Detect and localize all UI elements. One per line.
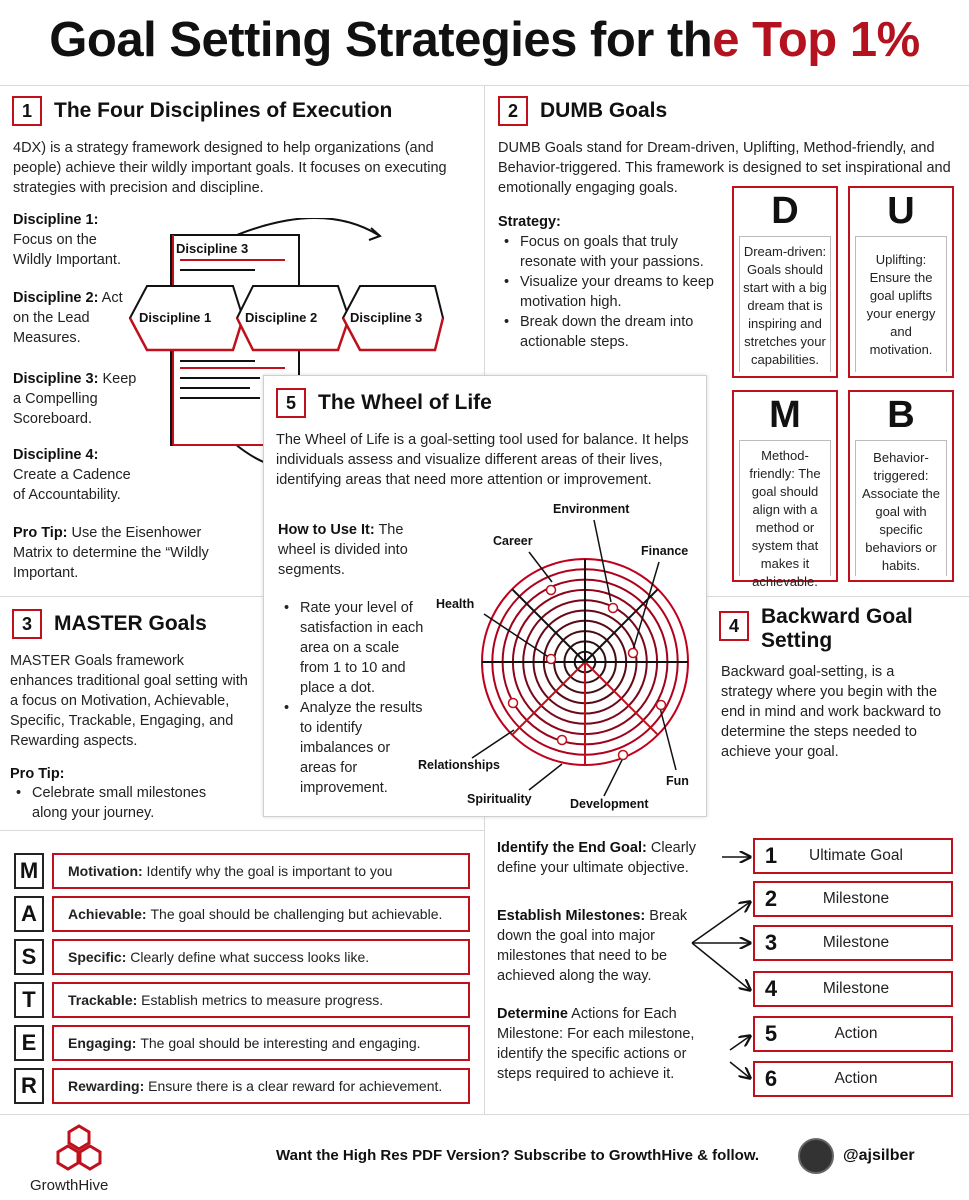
section-1-intro: 4DX) is a strategy framework designed to help organizations (and people) achieve their wildly important goals. It focuses on executing strategies with precision and discipline. [13, 140, 447, 196]
section-1-header [12, 96, 392, 126]
wheel-label-spirituality: Spirituality [467, 792, 532, 806]
row-letter: R [14, 1068, 44, 1104]
wheel-dot [558, 736, 567, 745]
box-text: Behavior-triggered: Associate the goal with specific behaviors or habits. [855, 440, 947, 576]
section-title: DUMB Goals [540, 99, 668, 122]
wheel-pointer [529, 552, 552, 582]
step-label: Milestone [822, 980, 890, 997]
section-2-intro: DUMB Goals stand for Dream-driven, Uplifting, Method-friendly, and Behavior-triggered. This framework is designed to set inspirational and emotionally engaging goals. [498, 140, 951, 196]
step-number: 5 [764, 1021, 778, 1046]
step-1 [753, 838, 953, 874]
box-text: Dream-driven: Goals should start with a big dream that is inspiring and stretches your capabilities. [739, 236, 831, 372]
section-number: 2 [498, 96, 528, 126]
divider [0, 830, 484, 831]
strategy-label: Strategy: [498, 214, 561, 230]
dumb-box-b [848, 390, 954, 582]
box-letter: M [769, 394, 801, 436]
discipline-3: Discipline 3: Keep a Compelling Scoreboard. [13, 371, 137, 427]
row-text: Motivation: Identify why the goal is important to you [52, 853, 470, 889]
step-label: Ultimate Goal [809, 847, 903, 864]
box-text: Uplifting: Ensure the goal uplifts your energy and motivation. [855, 236, 947, 372]
list-item: • Focus on goals that truly resonate with your passions. [498, 232, 723, 272]
wheel-label-development: Development [570, 797, 649, 811]
section-number: 5 [276, 388, 306, 418]
section-3-header [12, 609, 207, 639]
pro-tip: Pro Tip: Use the Eisenhower Matrix to determine the “Wildly Important. [13, 525, 209, 581]
wheel-dot [629, 649, 638, 658]
wheel-chart [264, 376, 708, 818]
master-row-s [14, 939, 470, 975]
brand-name: GrowthHive [30, 1177, 109, 1194]
discipline-2: Discipline 2: Act on the Lead Measures. [13, 290, 123, 346]
identify-end-goal: Identify the End Goal: Clearly define your ultimate objective. [497, 840, 696, 876]
row-letter: S [14, 939, 44, 975]
section-4-intro: Backward goal-setting, is a strategy where you begin with the end in mind and work backward to determine the steps needed to achieve your goal. [721, 664, 942, 760]
step-5 [753, 1016, 953, 1052]
wheel-of-life-card [263, 375, 707, 817]
wheel-label-environment: Environment [553, 502, 630, 516]
row-letter: T [14, 982, 44, 1018]
dumb-box-u [848, 186, 954, 378]
row-letter: E [14, 1025, 44, 1061]
step-label: Milestone [822, 934, 890, 951]
pro-tip-list [10, 783, 235, 823]
box-letter: U [887, 190, 915, 232]
row-text: Specific: Clearly define what success looks like. [52, 939, 470, 975]
how-to-use: How to Use It: The wheel is divided into segments. [278, 522, 408, 578]
divider [484, 817, 485, 1114]
discipline-4: Discipline 4: Create a Cadence of Accountability. [13, 447, 131, 503]
section-number: 3 [12, 609, 42, 639]
step-number: 6 [764, 1066, 778, 1091]
wheel-label-career: Career [493, 534, 533, 548]
wheel-dot [657, 701, 666, 710]
wheel-pointer [529, 764, 562, 790]
section-number: 4 [719, 611, 749, 641]
wheel-dot [609, 604, 618, 613]
row-text: Trackable: Establish metrics to measure progress. [52, 982, 470, 1018]
wheel-label-fun: Fun [666, 774, 689, 788]
master-row-m [14, 853, 470, 889]
wheel-dot [547, 586, 556, 595]
section-3-intro: MASTER Goals framework enhances traditional goal setting with a focus on Motivation, Achievable, Specific, Trackable, Engaging, and Rewarding aspects. [10, 653, 248, 749]
step-number: 1 [764, 843, 778, 868]
row-letter: M [14, 853, 44, 889]
establish-milestones: Establish Milestones: Break down the goal into major milestones that need to be achieved along the way. [497, 908, 688, 984]
section-2-header [498, 96, 667, 126]
section-number: 1 [12, 96, 42, 126]
determine-actions: Determine Actions for Each Milestone: For each milestone, identify the specific actions or steps required to achieve it. [497, 1006, 695, 1082]
step-label: Action [834, 1070, 878, 1087]
box-text: Method-friendly: The goal should align with a method or system that makes it achievable. [739, 440, 831, 576]
dumb-box-d [732, 186, 838, 378]
master-row-t [14, 982, 470, 1018]
master-row-e [14, 1025, 470, 1061]
step-3 [753, 925, 953, 961]
list-item: • Analyze the results to identify imbalances or areas for improvement. [278, 698, 428, 798]
wheel-dot [509, 699, 518, 708]
strategy-list [498, 232, 723, 352]
section-title: MASTER Goals [54, 612, 207, 635]
wheel-dot [619, 751, 628, 760]
divider [0, 1114, 969, 1115]
step-6 [753, 1061, 953, 1097]
step-4 [753, 971, 953, 1007]
list-item: • Rate your level of satisfaction in each area on a scale from 1 to 10 and place a dot. [278, 598, 428, 698]
step-number: 4 [764, 976, 778, 1001]
divider [0, 596, 263, 597]
step-number: 2 [764, 886, 778, 911]
avatar [798, 1138, 834, 1174]
row-letter: A [14, 896, 44, 932]
section-title: The Wheel of Life [318, 391, 492, 414]
row-text: Achievable: The goal should be challenging but achievable. [52, 896, 470, 932]
pro-tip-label: Pro Tip: [10, 766, 65, 782]
section-title: The Four Disciplines of Execution [54, 99, 393, 122]
backward-arrows [680, 840, 760, 1090]
section-title: Backward Goal Setting [761, 605, 913, 652]
row-text: Engaging: The goal should be interesting and engaging. [52, 1025, 470, 1061]
wheel-label-health: Health [436, 597, 475, 611]
wheel-pointer [633, 562, 659, 650]
list-item: • Visualize your dreams to keep motivation high. [498, 272, 723, 312]
wheel-label-relationships: Relationships [418, 758, 500, 772]
page-title: Goal Setting Strategies for the Top 1% [49, 13, 920, 67]
dumb-box-m [732, 390, 838, 589]
scoreboard-title: Discipline 3 [176, 241, 249, 256]
discipline-1: Discipline 1: Focus on the Wildly Important. [13, 212, 121, 268]
chevron-label: Discipline 3 [350, 310, 423, 325]
footer-cta: Want the High Res PDF Version? Subscribe to GrowthHive & follow. [276, 1147, 760, 1164]
list-item: • Break down the dream into actionable steps. [498, 312, 723, 352]
step-number: 3 [764, 930, 778, 955]
box-letter: D [771, 190, 799, 232]
author-handle: @ajsilber [843, 1147, 915, 1164]
step-label: Action [834, 1025, 878, 1042]
section-4-header [719, 605, 964, 653]
wheel-pointer [658, 700, 676, 770]
master-row-a [14, 896, 470, 932]
chevron-label: Discipline 1 [139, 310, 212, 325]
growthhive-logo [50, 1122, 108, 1178]
chevron-label: Discipline 2 [245, 310, 318, 325]
row-text: Rewarding: Ensure there is a clear reward for achievement. [52, 1068, 470, 1104]
box-letter: B [887, 394, 915, 436]
master-row-r [14, 1068, 470, 1104]
step-2 [753, 881, 953, 917]
divider [707, 596, 969, 597]
wheel-pointer [472, 730, 514, 758]
divider [484, 85, 485, 375]
section-5-intro: The Wheel of Life is a goal-setting tool used for balance. It helps individuals assess and visualize different areas of their lives, identifying areas that need more attention or improvement. [276, 432, 689, 488]
wheel-dot [547, 655, 556, 664]
step-label: Milestone [822, 890, 890, 907]
list-item: • Celebrate small milestones along your journey. [10, 783, 235, 823]
wheel-label-finance: Finance [641, 544, 689, 558]
